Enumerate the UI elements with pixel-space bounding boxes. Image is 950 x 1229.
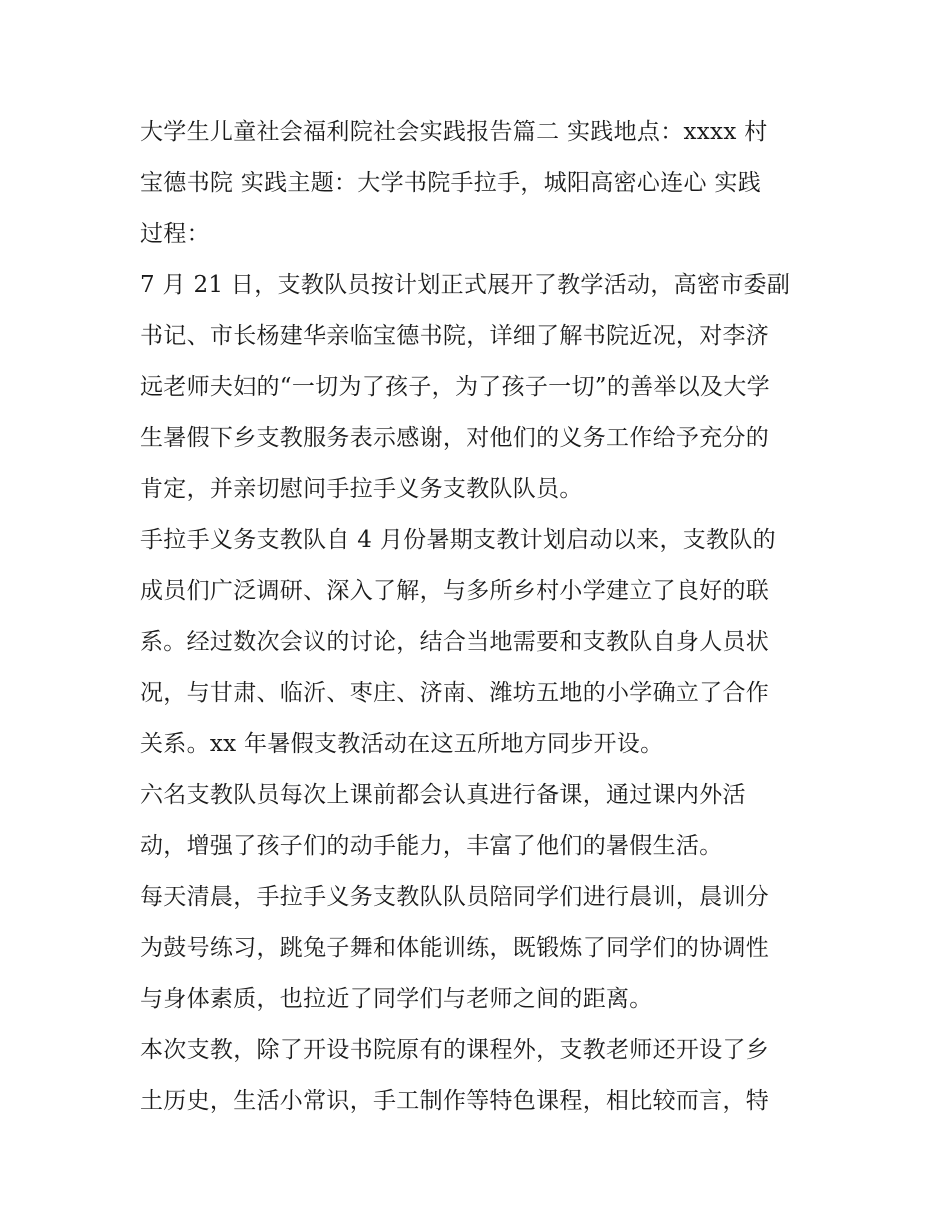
text-line: 远老师夫妇的“一切为了孩子，为了孩子一切”的善举以及大学 [140,374,770,400]
text-line: 本次支教，除了开设书院原有的课程外，支教老师还开设了乡 [140,1037,770,1063]
text-line: 成员们广泛调研、深入了解，与多所乡村小学建立了良好的联 [140,578,770,604]
paragraph-team-partnership [140,515,820,770]
text-line: 大学生儿童社会福利院社会实践报告篇二 实践地点：xxxx 村 [140,119,768,145]
paragraph-lesson-prep [140,770,820,872]
text-line: 每天清晨，手拉手义务支教队队员陪同学们进行晨训，晨训分 [140,884,770,910]
text-line: 系。经过数次会议的讨论，结合当地需要和支教队自身人员状 [140,629,770,655]
document-body [140,107,820,1127]
paragraph-morning-training [140,872,820,1025]
text-line: 肯定，并亲切慰问手拉手义务支教队队员。 [140,476,583,502]
text-line: 六名支教队员每次上课前都会认真进行备课，通过课内外活 [140,782,746,808]
text-line: 与身体素质，也拉近了同学们与老师之间的距离。 [140,986,653,1012]
paragraph-special-courses [140,1025,820,1127]
text-line: 生暑假下乡支教服务表示感谢，对他们的义务工作给予充分的 [140,425,770,451]
text-line: 关系。xx 年暑假支教活动在这五所地方同步开设。 [140,731,664,757]
text-line: 宝德书院 实践主题：大学书院手拉手，城阳高密心连心 实践 [140,170,762,196]
text-line: 动，增强了孩子们的动手能力，丰富了他们的暑假生活。 [140,833,723,859]
paragraph-report-title [140,107,820,260]
text-line: 手拉手义务支教队自 4 月份暑期支教计划启动以来，支教队的 [140,527,776,553]
text-line: 况，与甘肃、临沂、枣庄、济南、潍坊五地的小学确立了合作 [140,680,770,706]
text-line: 为鼓号练习，跳兔子舞和体能训练，既锻炼了同学们的协调性 [140,935,770,961]
text-line: 过程： [140,221,210,247]
text-line: 7 月 21 日，支教队员按计划正式展开了教学活动，高密市委副 [140,272,791,298]
paragraph-july-21 [140,260,820,515]
text-line: 书记、市长杨建华亲临宝德书院，详细了解书院近况，对李济 [140,323,770,349]
text-line: 土历史，生活小常识，手工制作等特色课程，相比较而言，特 [140,1088,770,1114]
